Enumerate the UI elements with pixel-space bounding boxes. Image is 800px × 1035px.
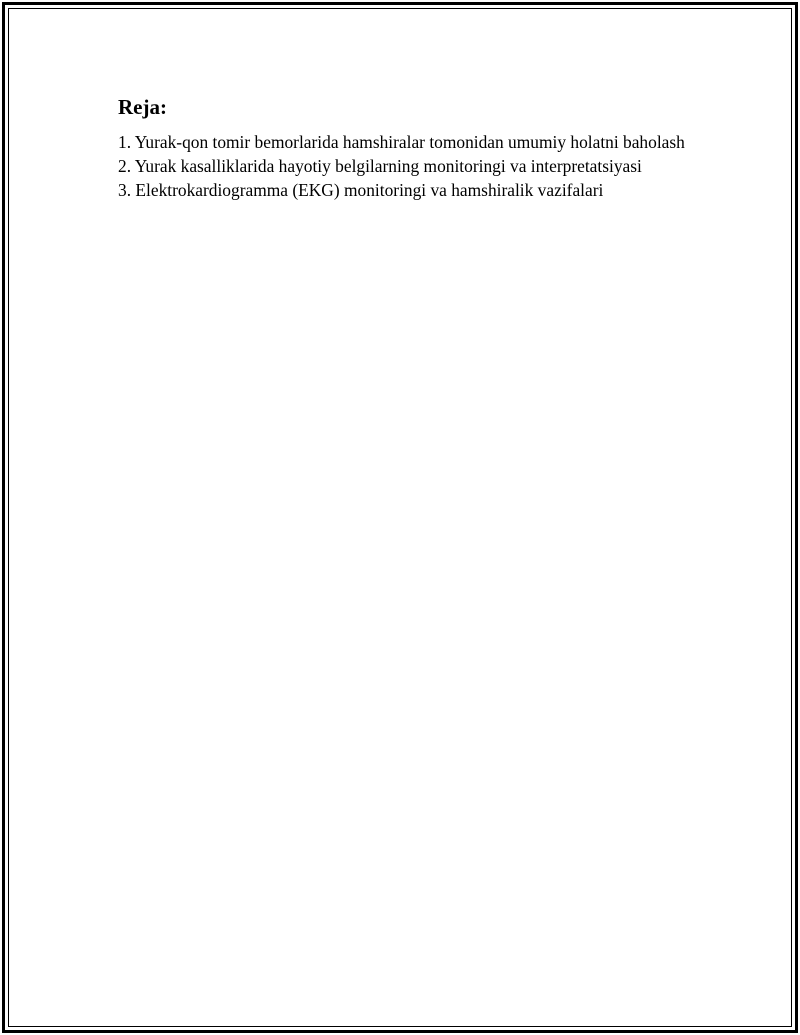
plan-item-1: 1. Yurak-qon tomir bemorlarida hamshiralar tomonidan umumiy holatni baholash	[118, 132, 685, 152]
page-content	[118, 94, 688, 202]
plan-item-3: 3. Elektrokardiogramma (EKG) monitoringi va hamshiralik vazifalari	[118, 180, 604, 200]
plan-item-2: 2. Yurak kasalliklarida hayotiy belgilarning monitoringi va interpretatsiyasi	[118, 156, 642, 176]
plan-list	[118, 130, 688, 202]
plan-heading: Reja:	[118, 95, 167, 119]
